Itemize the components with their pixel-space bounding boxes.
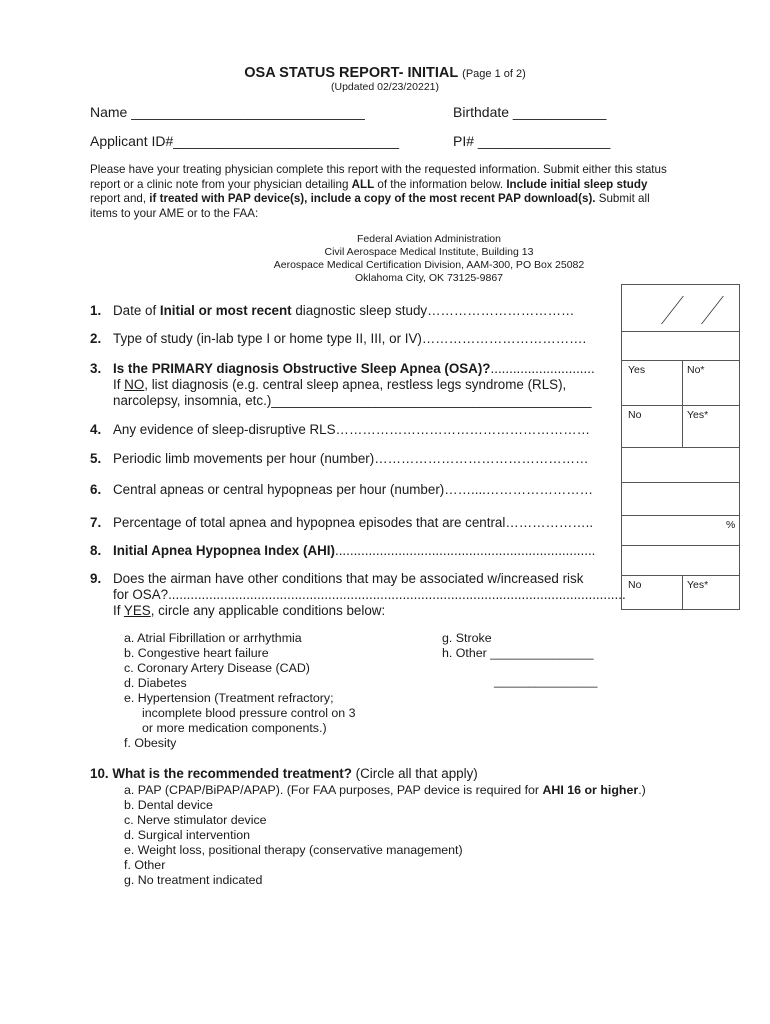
condition-e-line-3: or more medication components.)	[142, 721, 327, 735]
condition-h[interactable]: h. Other _______________	[442, 646, 594, 660]
question-5	[90, 451, 588, 466]
question-9	[90, 571, 583, 586]
q7-percent-unit: %	[726, 519, 736, 531]
q7-answer-cell[interactable]	[622, 516, 722, 544]
q9-text: Does the airman have other conditions that may be associated w/increased risk	[113, 571, 584, 586]
intro-text-2: of the information below.	[374, 177, 507, 191]
treatment-e[interactable]: e. Weight loss, positional therapy (conservative management)	[124, 843, 463, 857]
treatment-g[interactable]: g. No treatment indicated	[124, 873, 263, 887]
condition-h-extra-line[interactable]: _______________	[494, 674, 598, 688]
q10-text-rest: (Circle all that apply)	[351, 766, 478, 781]
title-text: OSA STATUS REPORT- INITIAL	[244, 65, 459, 81]
form-title	[0, 64, 770, 81]
question-7	[90, 515, 593, 530]
q4-text: Any evidence of sleep-disruptive RLS…………………………………………………	[113, 422, 590, 437]
q3-line-2	[113, 377, 566, 392]
address-line-4: Oklahoma City, OK 73125-9867	[354, 272, 504, 284]
question-number: 7.	[90, 515, 102, 530]
q1-text-bold: Initial or most recent	[159, 303, 292, 318]
intro-text-4: Submit all items to your AME or to the FAA:	[90, 192, 650, 220]
q10-text-bold: What is the recommended treatment?	[112, 766, 352, 781]
question-6	[90, 482, 593, 497]
q3-text-bold: Is the PRIMARY diagnosis Obstructive Sleep Apnea (OSA)?	[113, 361, 491, 376]
q9-no-option[interactable]: No	[628, 579, 642, 591]
grid-row-line	[622, 405, 739, 406]
q8-text-bold: Initial Apnea Hypopnea Index (AHI)	[113, 543, 335, 558]
q2-answer-cell[interactable]	[622, 332, 739, 359]
question-number: 4.	[90, 422, 102, 437]
q5-text: Periodic limb movements per hour (number)…………………………………………	[113, 451, 589, 466]
grid-row-line	[622, 360, 739, 361]
condition-g[interactable]: g. Stroke	[442, 631, 492, 645]
page-indicator: (Page 1 of 2)	[462, 68, 526, 80]
birthdate-field[interactable]: Birthdate ____________	[453, 104, 607, 120]
address-line-3: Aerospace Medical Certification Division, AAM-300, PO Box 25082	[273, 259, 585, 271]
condition-d[interactable]: d. Diabetes	[124, 676, 187, 690]
instructions-paragraph	[90, 163, 680, 221]
question-number: 8.	[90, 543, 102, 558]
q3-l2c: , list diagnosis (e.g. central sleep apnea, restless legs syndrome (RLS),	[144, 377, 567, 392]
intro-all: ALL	[351, 177, 375, 191]
intro-text-3: report and,	[90, 192, 150, 205]
condition-f[interactable]: f. Obesity	[124, 736, 177, 750]
question-number: 10.	[90, 766, 109, 781]
q1-text-a: Date of	[113, 303, 160, 318]
q3-line-3[interactable]: narcolepsy, insomnia, etc.)___________________________________________	[113, 393, 592, 408]
question-3	[90, 361, 595, 376]
grid-column-line	[682, 360, 683, 447]
q4-yes-option[interactable]: Yes*	[687, 409, 709, 421]
question-number: 1.	[90, 303, 102, 318]
treatment-d[interactable]: d. Surgical intervention	[124, 828, 251, 842]
question-4	[90, 422, 590, 437]
q9-line-3	[113, 603, 385, 618]
q9-yes-option[interactable]: Yes*	[687, 579, 709, 591]
q9-yes-underlined: YES	[123, 603, 151, 618]
intro-treated: if treated with PAP device(s), include a copy of the most recent PAP download(s).	[149, 192, 596, 205]
question-number: 3.	[90, 361, 102, 376]
name-field[interactable]: Name ______________________________	[90, 104, 365, 120]
treatment-f[interactable]: f. Other	[124, 858, 166, 872]
applicant-id-field[interactable]: Applicant ID#_____________________________	[90, 133, 400, 149]
treatment-a-text: a. PAP (CPAP/BiPAP/APAP). (For FAA purposes, PAP device is required for	[124, 783, 543, 797]
intro-include: Include initial sleep study	[506, 177, 648, 191]
answer-grid	[621, 284, 740, 610]
pi-field[interactable]: PI# _________________	[453, 133, 611, 149]
condition-a[interactable]: a. Atrial Fibrillation or arrhythmia	[124, 631, 302, 645]
treatment-c[interactable]: c. Nerve stimulator device	[124, 813, 267, 827]
q3-yes-option[interactable]: Yes	[628, 364, 646, 376]
grid-row-line	[622, 575, 739, 576]
question-number: 5.	[90, 451, 102, 466]
condition-c[interactable]: c. Coronary Artery Disease (CAD)	[124, 661, 310, 675]
q9-line-2: for OSA?...........................................................................................................................	[113, 587, 626, 602]
grid-column-line	[682, 575, 683, 610]
condition-b[interactable]: b. Congestive heart failure	[124, 646, 269, 660]
q8-answer-cell[interactable]	[622, 546, 739, 574]
q1-text-c: diagnostic sleep study……………………………	[291, 303, 575, 318]
q3-no-option[interactable]: No*	[687, 364, 705, 376]
q2-text: Type of study (in-lab type I or home type II, III, or IV)……………………………….	[113, 331, 587, 346]
q1-date-answer-cell[interactable]	[628, 289, 734, 327]
updated-date: (Updated 02/23/20221)	[331, 81, 439, 93]
address-line-2: Civil Aerospace Medical Institute, Building 13	[324, 246, 534, 258]
treatment-a-bold: AHI 16 or higher	[542, 783, 639, 797]
question-10	[90, 766, 478, 781]
q3-dots: ............................	[490, 361, 595, 376]
q3-l2a: If	[113, 377, 125, 392]
question-number: 6.	[90, 482, 102, 497]
treatment-a-end: .)	[638, 783, 646, 797]
condition-e-line-2: incomplete blood pressure control on 3	[142, 706, 356, 720]
condition-e[interactable]: e. Hypertension (Treatment refractory;	[124, 691, 334, 705]
question-number: 9.	[90, 571, 102, 586]
q9-l3a: If	[113, 603, 124, 618]
treatment-a[interactable]	[124, 783, 646, 797]
q6-text: Central apneas or central hypopneas per hour (number)……....……………………	[113, 482, 594, 497]
question-2	[90, 331, 586, 346]
q4-no-option[interactable]: No	[628, 409, 642, 421]
question-number: 2.	[90, 331, 102, 346]
q8-dots: ......................................................................	[334, 543, 596, 558]
q5-answer-cell[interactable]	[622, 448, 739, 481]
treatment-b[interactable]: b. Dental device	[124, 798, 213, 812]
q7-text: Percentage of total apnea and hypopnea episodes that are central………………..	[113, 515, 594, 530]
intro-text-1: Please have your treating physician complete this report with the requested information. Submit either this status report or a clinic note from your physician detailing	[90, 163, 667, 191]
question-1	[90, 303, 574, 318]
q6-answer-cell[interactable]	[622, 483, 739, 514]
address-line-1: Federal Aviation Administration	[357, 233, 501, 245]
q9-l3c: , circle any applicable conditions below:	[150, 603, 386, 618]
q3-no-underlined: NO	[124, 377, 145, 392]
question-8	[90, 543, 595, 558]
